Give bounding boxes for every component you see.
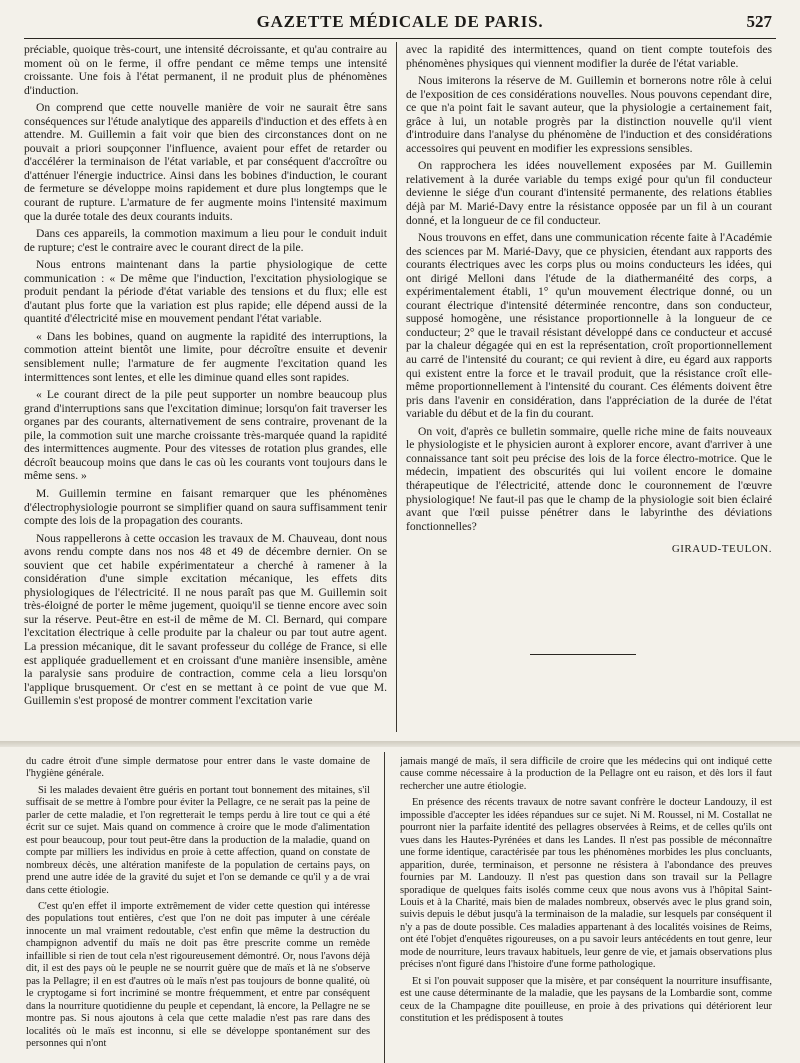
header-rule	[24, 38, 776, 39]
page-header	[24, 10, 776, 36]
column-divider	[384, 752, 385, 1063]
section-end-rule	[530, 654, 636, 655]
paragraph: On rapprochera les idées nouvellement exposées par M. Guillemin relativement à la durée variable du temps exigé pour qu'un fil conducteur devienne le siége d'un courant d'intensité permanente, des relations établies déjà par M. Marié-Davy entre la résistance opposée par un fil à un courant donné, et la longueur de ce fil conducteur.	[406, 159, 772, 227]
author-signature: GIRAUD-TEULON.	[671, 543, 772, 556]
paragraph: Nous imiterons la réserve de M. Guillemin et bornerons notre rôle à celui de l'exposition de ces considérations nouvelles. Nous pouvons cependant dire, ce que n'a point fait le savant auteur, que la physiologie a certainement fait, grâce à lui, un notable progrès par la distinction nouvelle qu'il vient d'introduire dans l'analyse du phénomène de l'induction et des considérations accessoires qui peuvent en modifier les expressions sensibles.	[406, 74, 772, 155]
paragraph: préciable, quoique très-court, une intensité décroissante, et qu'au contraire au moment où on le ferme, il offre pendant ce même temps une intensité croissante. Une fois à l'état permanent, il ne produit plus de phénomènes d'induction.	[24, 43, 387, 97]
paragraph: Et si l'on pouvait supposer que la misère, et par conséquent la nourriture insuffisante, est une cause déterminante de la maladie, que les paysans de la Lombardie sont, comme ceux de la Champagne dite pouilleuse, en proie à des privations qui détériorent leur constitution et les prédisposent à toutes	[400, 975, 772, 1025]
lower-right-column	[400, 756, 772, 1061]
paragraph: Dans ces appareils, la commotion maximum a lieu pour le conduit induit de rupture; c'est le contraire avec le courant direct de la pile.	[24, 227, 387, 254]
paragraph: avec la rapidité des intermittences, quand on tient compte toutefois des phénomènes physiques qui viennent modifier la durée de l'état variable.	[406, 43, 772, 70]
paragraph: « Dans les bobines, quand on augmente la rapidité des interruptions, la commotion atteint bientôt une limite, pour décroître ensuite et devenir sensiblement nulle; l'armature de fer augmente l'excitation quand les intermittences sont lentes, et elle les diminue quand elles sont rapides.	[24, 329, 387, 384]
upper-left-column	[24, 43, 387, 731]
paragraph: C'est qu'en effet il importe extrêmement de vider cette question qui intéresse des populations tout entières, c'est que l'on ne doit pas imputer à une céréale innocente un mal vraiment redoutable, c'est enfin que même la destruction du champignon adventif du maïs ne doit pas être prescrite comme un remède infaillible si rien de tout cela n'est rigoureusement démontré. Or, nous l'avons déjà dit, il est des pays où le peuple ne se nourrit guère que de maïs et là ne s'observe pas la Pellagre; il en est d'autres où le maïs n'est pas toujours de bonne qualité, où le cryptogame si fort incriminé se montre fréquemment, et entre par conséquent dans la nourriture quotidienne du peuple et cependant, là encore, la Pellagre ne se montre pas. Si nous ajoutons à cela que cette maladie n'est pas rare dans des localités où le maïs est inconnu, si elle se développe spontanément sur des personnes qui n'ont	[26, 900, 370, 1049]
paragraph: « Le courant direct de la pile peut supporter un nombre beaucoup plus grand d'interruptions sans que l'excitation diminue; lorsqu'on fait traverser les organes par des courants, alternativement de sens contraire, provenant de la pile, la commotion suit une marche croissante très-marquée quand la rapidité des intermittences augmente. Pour des vitesses de rotation plus grandes, elle décroît beaucoup moins que dans le cas où les courants vont toujours dans le même sens. »	[24, 388, 387, 483]
paragraph: Nous trouvons en effet, dans une communication récente faite à l'Académie des sciences par M. Marié-Davy, que ce physicien, étendant aux rapports des courants électriques avec les corps plus ou moins conducteurs les idées, qui ont dirigé Melloni dans l'étude de la diathermanéité des corps, a expérimentalement établi, 1° qu'un mouvement électrique donné, ou un courant électrique d'intensité déterminée rencontre, dans son conducteur, supposé homogène, une résistance proportionnelle à la longueur de ce conducteur; 2° que le travail résistant développé dans ce conducteur et accusé par la chaleur dégagée qui en est la représentation, croît proportionnellement au carré de l'intensité du courant; ce qui revient à dire, eu égard aux rapports qui existent entre la force et le travail produit, que la résistance croît elle-même proportionnellement à l'intensité du courant. Ces éléments doivent être pris dans l'avenir en considération, dans l'appréciation de la durée de l'état variable du début et de la fin du courant.	[406, 231, 772, 421]
paragraph: En présence des récents travaux de notre savant confrère le docteur Landouzy, il est impossible d'accepter les idées répandues sur ce sujet. Ni M. Roussel, ni M. Costallat ne pourront nier la parfaite identité des pellagres observées à Reims, et de celles qu'ils ont vues dans les Hautes-Pyrénées et dans les Landes. Il n'est pas possible de méconnaître une forme identique, caractérisée par tous les phénomènes morbides les plus concluants, apparition, durée, terminaison, et personne ne résistera à l'abondance des preuves fournies par M. Landouzy. Il n'est pas question dans son travail sur la Pellagre sporadique de quelques faits isolés comme ceux que nous avons vus à l'hôpital Saint-Louis et à la Charité, mais bien de malades nombreux, observés avec le plus grand soin, suivis depuis le début jusqu'à la terminaison de la maladie, sur lesquels par conséquent il n'y a pas de doute possible. Ces maladies appartenant à des localités voisines de Reims, ont été l'objet d'enquêtes rigoureuses, on a pu savoir leurs antécédents en tout genre, leur mode de nourriture, leurs travaux habituels, leur genre de vie, et jamais observations plus précises n'ont figuré dans l'histoire d'une forme pathologique.	[400, 797, 772, 971]
paragraph: On comprend que cette nouvelle manière de voir ne saurait être sans conséquences sur l'étude analytique des appareils d'induction et des effets à en attendre. M. Guillemin a fait voir que bien des circonstances dont on ne pouvait a priori soupçonner l'influence, avaient pour effet de retarder ou d'accélérer la terminaison de l'état variable, et par conséquent d'accroître ou d'atténuer l'énergie inductrice. Ainsi dans les bobines d'induction, le courant de fermeture se développe moins rapidement et dure plus longtemps que le courant de rupture. L'armature de fer augmente moins l'intensité maximum que la durée totale des deux courants induits.	[24, 101, 387, 223]
paragraph: On voit, d'après ce bulletin sommaire, quelle riche mine de faits nouveaux le physiologiste et le physicien auront à explorer encore, avant d'arriver à une connaissance tant soit peu précise des lois de la force électro-motrice. Que le médecin, impatient des obscurités qui lui voilent encore le domaine thérapeutique de l'électricité, attende donc le couronnement de l'œuvre physiologique! Ne faut-il pas que le champ de la physiologie soit bien éclairé avant que l'œil puisse pénétrer dans le labyrinthe des déviations fonctionnelles?	[406, 424, 772, 533]
paragraph: du cadre étroit d'une simple dermatose pour entrer dans le vaste domaine de l'hygiène générale.	[26, 756, 370, 780]
journal-title: GAZETTE MÉDICALE DE PARIS.	[256, 12, 544, 31]
page-divider	[0, 741, 800, 747]
paragraph: jamais mangé de maïs, il sera difficile de croire que les médecins qui ont indiqué cette cause comme nécessaire à la production de la Pellagre ont eu raison, et dès lors il faut rechercher une autre étiologie.	[400, 756, 772, 792]
paragraph: M. Guillemin termine en faisant remarquer que les phénomènes d'électrophysiologie pourront se simplifier quand on saura suffisamment tenir compte des lois de la propagation des courants.	[24, 486, 387, 528]
paragraph: Nous entrons maintenant dans la partie physiologique de cette communication : « De même que l'induction, l'excitation physiologique se produit pendant la période d'état variable des tensions et du flux; elle est d'autant plus forte que la variation est plus rapide; elle dépend aussi de la quantité d'électricité mise en mouvement pendant l'état variable.	[24, 258, 387, 326]
paragraph: Nous rappellerons à cette occasion les travaux de M. Chauveau, dont nous avons rendu compte dans nos nos 48 et 49 de décembre dernier. On se souvient que cet habile expérimentateur a cherché à ramener à la considération d'une simple excitation mécanique, les effets dits physiologiques de l'électricité. Il ne nous paraît pas que M. Guillemin soit très-éloigné de porter le même jugement, quoiqu'il se tienne encore avec soin sur la réserve. Peut-être en est-il de même de M. Cl. Bernard, qui compare l'excitation électrique à celle produite par la chaleur ou par tout autre agent. La pression mécanique, dit le savant professeur du collége de France, si elle est appliquée graduellement et en croissant d'une manière insensible, amène la paralysie sans produire de contraction, comme cela a lieu lorsqu'on l'applique brusquement. Or c'est en se mettant à ce point de vue que M. Guillemin s'est proposé de montrer comment l'excitation varie	[24, 531, 387, 708]
lower-left-column	[26, 756, 370, 1061]
upper-right-column	[406, 43, 772, 683]
paragraph: Si les malades devaient être guéris en portant tout bonnement des mitaines, s'il suffisait de se mettre à l'ombre pour éviter la Pellagre, ce ne serait pas la peine de parler de cette maladie, et l'on regretterait le temps perdu à lire tout ce qui a été écrit sur ce sujet. Mais quand on commence à croire que le mode d'alimentation est pour beaucoup, pour tout peut-être dans la production de la maladie, quand on compte par milliers les individus en proie à cette affection, quand on constate de nombreux décès, une altération manifeste de la population de certains pays, on prend une autre idée de la gravité du sujet et l'on se demande ce qu'il y a de vrai dans cette étiologie.	[26, 784, 370, 896]
column-divider	[396, 42, 397, 732]
page-number: 527	[746, 12, 772, 31]
